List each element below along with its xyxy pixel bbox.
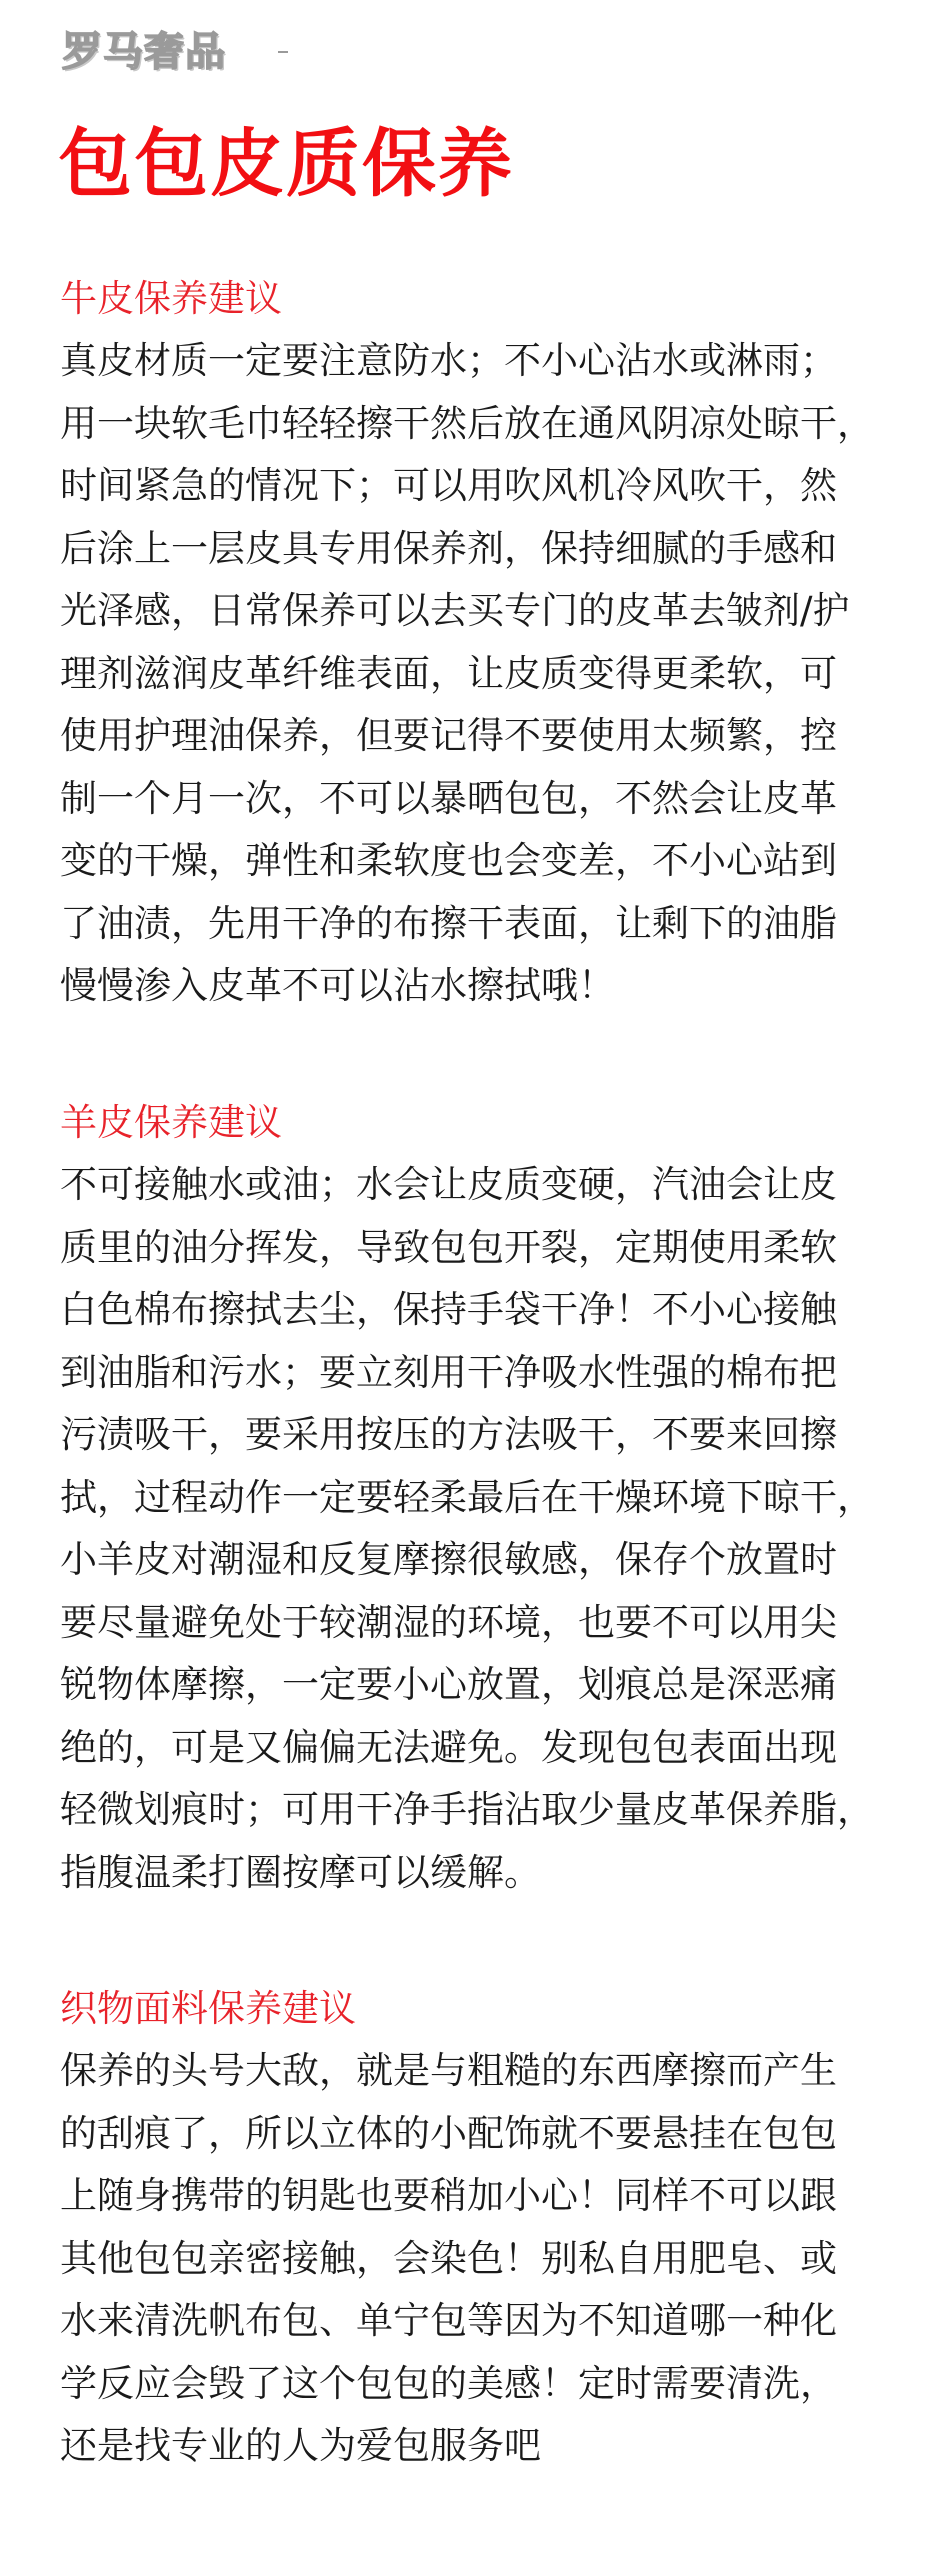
body-line: 慢慢渗入皮革不可以沾水擦拭哦！ — [60, 964, 615, 1007]
section-lambskin-care — [60, 1092, 890, 1904]
body-line: 真皮材质一定要注意防水；不小心沾水或淋雨； — [60, 339, 837, 382]
body-line: 使用护理油保养，但要记得不要使用太频繁，控 — [60, 714, 837, 757]
body-line: 用一块软毛巾轻轻擦干然后放在通风阴凉处晾干， — [60, 401, 874, 445]
section-body — [60, 1154, 890, 1904]
body-line: 轻微划痕时；可用干净手指沾取少量皮革保养脂， — [60, 1788, 874, 1831]
body-line: 理剂滋润皮革纤维表面，让皮质变得更柔软，可 — [60, 651, 837, 695]
body-line: 小羊皮对潮湿和反复摩擦很敏感，保存个放置时 — [60, 1538, 837, 1581]
body-line: 制一个月一次，不可以暴晒包包，不然会让皮革 — [60, 776, 837, 820]
body-line: 还是找专业的人为爱包服务吧 — [60, 2424, 541, 2467]
brand-dash-divider — [278, 51, 288, 53]
body-line: 水来清洗帆布包、单宁包等因为不知道哪一种化 — [60, 2299, 837, 2342]
section-heading: 织物面料保养建议 — [60, 1987, 356, 2030]
section-cowhide-care — [60, 268, 890, 1018]
section-heading: 羊皮保养建议 — [60, 1101, 282, 1144]
body-line: 白色棉布擦拭去尘，保持手袋干净！不小心接触 — [60, 1288, 837, 1331]
section-body — [60, 2040, 890, 2478]
brand-name: 罗马奢品 — [62, 29, 226, 75]
body-line: 了油渍，先用干净的布擦干表面，让剩下的油脂 — [60, 901, 837, 945]
section-heading: 牛皮保养建议 — [60, 277, 282, 320]
body-line: 拭，过程动作一定要轻柔最后在干燥环境下晾干， — [60, 1475, 874, 1519]
body-line: 的刮痕了，所以立体的小配饰就不要悬挂在包包 — [60, 2111, 837, 2155]
body-line: 不可接触水或油；水会让皮质变硬，汽油会让皮 — [60, 1163, 837, 1206]
page-title: 包包皮质保养 — [58, 121, 514, 207]
body-line: 保养的头号大敌，就是与粗糙的东西摩擦而产生 — [60, 2049, 837, 2092]
body-line: 要尽量避免处于较潮湿的环境，也要不可以用尖 — [60, 1600, 837, 1644]
body-line: 时间紧急的情况下；可以用吹风机冷风吹干，然 — [60, 464, 837, 507]
body-line: 到油脂和污水；要立刻用干净吸水性强的棉布把 — [60, 1350, 837, 1394]
brand-logo — [62, 26, 288, 78]
body-line: 后涂上一层皮具专用保养剂，保持细腻的手感和 — [60, 526, 837, 570]
body-line: 学反应会毁了这个包包的美感！定时需要清洗， — [60, 2361, 837, 2405]
body-line: 质里的油分挥发，导致包包开裂，定期使用柔软 — [60, 1225, 837, 1269]
body-line: 上随身携带的钥匙也要稍加小心！同样不可以跟 — [60, 2174, 837, 2217]
body-line: 绝的，可是又偏偏无法避免。发现包包表面出现 — [60, 1725, 837, 1769]
body-line: 指腹温柔打圈按摩可以缓解。 — [60, 1850, 541, 1894]
body-line: 变的干燥，弹性和柔软度也会变差，不小心站到 — [60, 839, 837, 882]
body-line: 光泽感，日常保养可以去买专门的皮革去皱剂/护 — [60, 589, 850, 632]
body-line: 污渍吸干，要采用按压的方法吸干，不要来回擦 — [60, 1413, 837, 1456]
body-line: 锐物体摩擦，一定要小心放置，划痕总是深恶痛 — [60, 1663, 837, 1706]
body-line: 其他包包亲密接触，会染色！别私自用肥皂、或 — [60, 2236, 837, 2280]
section-body — [60, 330, 890, 1018]
section-fabric-care — [60, 1978, 890, 2478]
